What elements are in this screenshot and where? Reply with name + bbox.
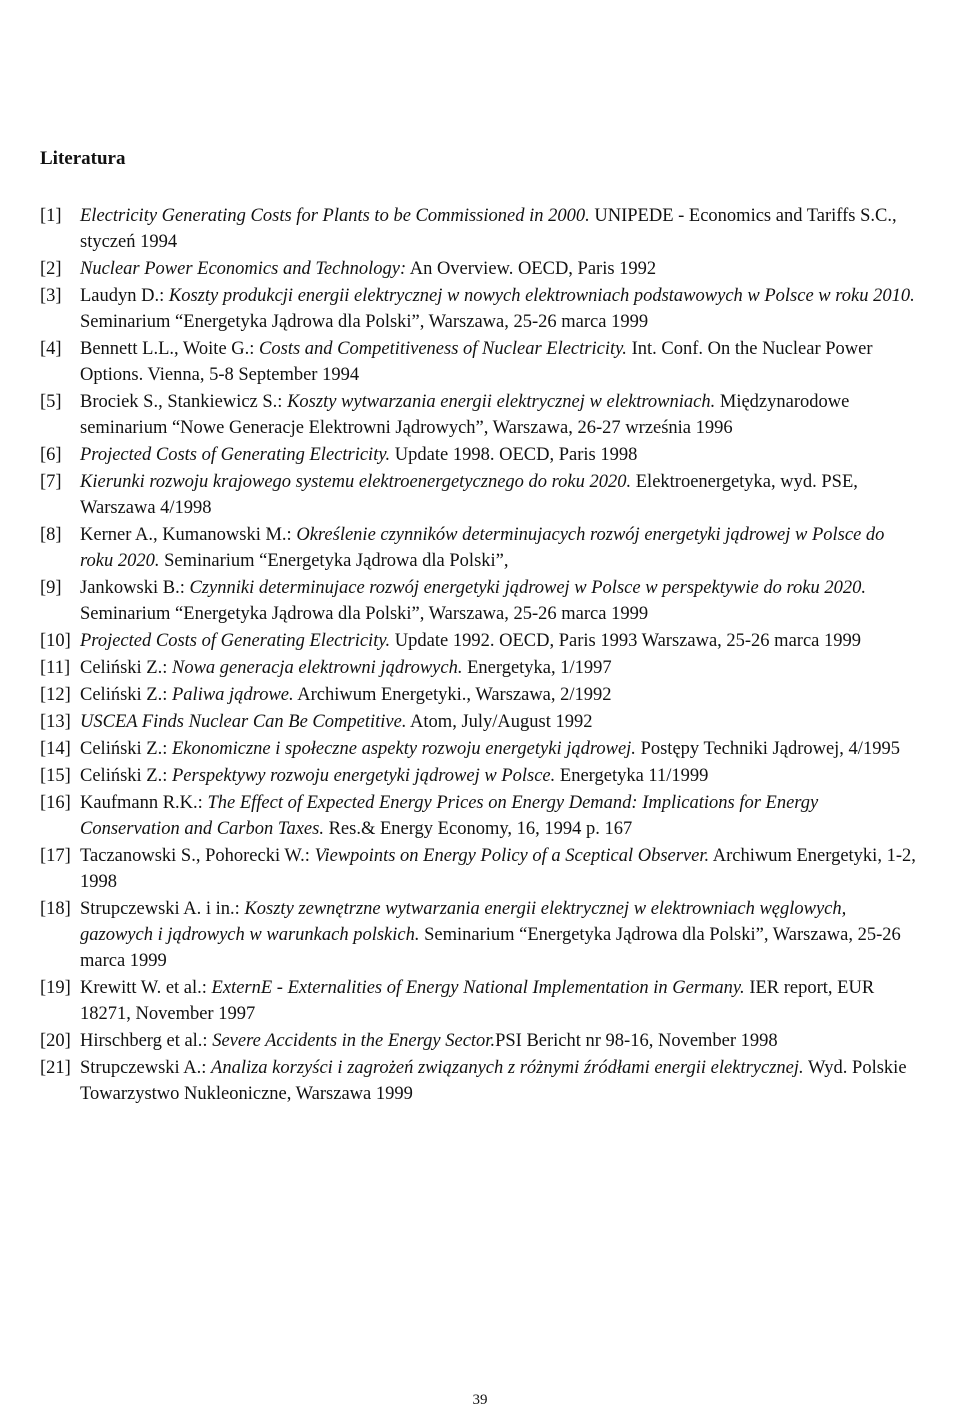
reference-item	[40, 736, 920, 762]
reference-number: [14]	[40, 739, 71, 759]
reference-title: Określenie czynników determinujacych rozwój energetyki jądrowej w Polsce do roku 2020.	[80, 525, 885, 571]
reference-item	[40, 1055, 920, 1107]
reference-item	[40, 203, 920, 255]
reference-title: Perspektywy rozwoju energetyki jądrowej w Polsce.	[172, 766, 556, 786]
reference-title: Electricity Generating Costs for Plants to be Commissioned in 2000.	[80, 206, 590, 226]
reference-title: Ekonomiczne i społeczne aspekty rozwoju energetyki jądrowej.	[172, 739, 636, 759]
reference-number: [10]	[40, 631, 71, 651]
reference-number: [3]	[40, 286, 62, 306]
reference-title: Analiza korzyści i zagrożeń związanych z różnymi źródłami energii elektrycznej.	[211, 1058, 804, 1078]
reference-details: IER report, EUR 18271, November 1997	[80, 978, 875, 1024]
reference-details: Res.& Energy Economy, 16, 1994 p. 167	[323, 819, 633, 839]
reference-number: [4]	[40, 339, 62, 359]
reference-item	[40, 655, 920, 681]
reference-details: An Overview. OECD, Paris 1992	[406, 259, 657, 279]
reference-item	[40, 389, 920, 441]
reference-list	[40, 203, 920, 1108]
reference-title: USCEA Finds Nuclear Can Be Competitive.	[80, 712, 407, 732]
reference-item	[40, 709, 920, 735]
reference-item	[40, 975, 920, 1027]
reference-authors: Brociek S., Stankiewicz S.:	[80, 392, 288, 412]
reference-authors: Celiński Z.:	[80, 658, 172, 678]
reference-details: Seminarium “Energetyka Jądrowa dla Polski”, Warszawa, 25-26 marca 1999	[80, 925, 901, 971]
reference-authors: Laudyn D.:	[80, 286, 169, 306]
reference-title: Koszty wytwarzania energii elektrycznej w elektrowniach.	[287, 392, 716, 412]
reference-details: Seminarium “Energetyka Jądrowa dla Polski”, Warszawa, 25-26 marca 1999	[80, 312, 649, 332]
reference-title: Nuclear Power Economics and Technology:	[80, 259, 407, 279]
reference-number: [16]	[40, 793, 71, 813]
section-heading: Literatura	[40, 148, 126, 169]
reference-title: Projected Costs of Generating Electricity.	[80, 445, 391, 465]
reference-details: Seminarium “Energetyka Jądrowa dla Polski”, Warszawa, 25-26 marca 1999	[80, 604, 649, 624]
reference-authors: Kaufmann R.K.:	[80, 793, 208, 813]
reference-number: [7]	[40, 472, 62, 492]
reference-number: [17]	[40, 846, 71, 866]
reference-details: Atom, July/August 1992	[406, 712, 593, 732]
reference-number: [1]	[40, 206, 62, 226]
reference-title: Viewpoints on Energy Policy of a Sceptical Observer.	[314, 846, 710, 866]
reference-number: [6]	[40, 445, 62, 465]
reference-details: Elektroenergetyka, wyd. PSE, Warszawa 4/1998	[80, 472, 858, 518]
reference-item	[40, 628, 920, 654]
reference-title: The Effect of Expected Energy Prices on Energy Demand: Implications for Energy Conservation and Carbon Taxes.	[80, 793, 819, 839]
reference-details: Update 1992. OECD, Paris 1993 Warszawa, 25-26 marca 1999	[390, 631, 861, 651]
reference-item	[40, 1028, 920, 1054]
page-number: 39	[472, 1392, 488, 1408]
reference-details: PSI Bericht nr 98-16, November 1998	[495, 1031, 778, 1051]
reference-item	[40, 469, 920, 521]
reference-number: [15]	[40, 766, 71, 786]
reference-item	[40, 575, 920, 627]
reference-number: [18]	[40, 899, 71, 919]
reference-details: Międzynarodowe seminarium “Nowe Generacje Elektrowni Jądrowych”, Warszawa, 26-27 września 1996	[80, 392, 850, 438]
reference-title: Costs and Competitiveness of Nuclear Electricity.	[259, 339, 627, 359]
reference-details: Update 1998. OECD, Paris 1998	[390, 445, 638, 465]
reference-details: UNIPEDE - Economics and Tariffs S.C., styczeń 1994	[80, 206, 897, 252]
reference-details: Int. Conf. On the Nuclear Power Options. Vienna, 5-8 September 1994	[80, 339, 873, 385]
reference-number: [11]	[40, 658, 71, 678]
reference-item	[40, 283, 920, 335]
reference-details: Archiwum Energetyki, 1-2, 1998	[80, 846, 916, 892]
reference-item	[40, 790, 920, 842]
reference-number: [2]	[40, 259, 62, 279]
reference-details: Wyd. Polskie Towarzystwo Nukleoniczne, Warszawa 1999	[80, 1058, 907, 1104]
reference-authors: Jankowski B.:	[80, 578, 190, 598]
reference-item	[40, 896, 920, 974]
reference-title: ExternE - Externalities of Energy National Implementation in Germany.	[211, 978, 745, 998]
reference-authors: Krewitt W. et al.:	[80, 978, 212, 998]
reference-item	[40, 522, 920, 574]
reference-authors: Hirschberg et al.:	[80, 1031, 213, 1051]
reference-authors: Strupczewski A. i in.:	[80, 899, 245, 919]
reference-details: Energetyka 11/1999	[555, 766, 709, 786]
reference-authors: Celiński Z.:	[80, 685, 172, 705]
reference-details: Archiwum Energetyki., Warszawa, 2/1992	[293, 685, 612, 705]
reference-item	[40, 682, 920, 708]
reference-item	[40, 442, 920, 468]
reference-item	[40, 843, 920, 895]
reference-authors: Bennett L.L., Woite G.:	[80, 339, 260, 359]
reference-number: [8]	[40, 525, 62, 545]
reference-number: [19]	[40, 978, 71, 998]
reference-number: [9]	[40, 578, 62, 598]
reference-title: Nowa generacja elektrowni jądrowych.	[172, 658, 463, 678]
reference-number: [13]	[40, 712, 71, 732]
reference-title: Kierunki rozwoju krajowego systemu elektroenergetycznego do roku 2020.	[80, 472, 632, 492]
reference-title: Koszty produkcji energii elektrycznej w nowych elektrowniach podstawowych w Polsce w roku 2010.	[168, 286, 915, 306]
reference-item	[40, 763, 920, 789]
reference-title: Paliwa jądrowe.	[172, 685, 294, 705]
reference-authors: Celiński Z.:	[80, 739, 172, 759]
reference-details: Postępy Techniki Jądrowej, 4/1995	[635, 739, 900, 759]
reference-title: Projected Costs of Generating Electricity.	[80, 631, 391, 651]
reference-details: Energetyka, 1/1997	[462, 658, 612, 678]
reference-authors: Celiński Z.:	[80, 766, 172, 786]
reference-title: Koszty zewnętrzne wytwarzania energii elektrycznej w elektrowniach węglowych, gazowych i jądrowych w warunkach polskich.	[80, 899, 847, 945]
reference-title: Severe Accidents in the Energy Sector.	[212, 1031, 496, 1051]
reference-authors: Taczanowski S., Pohorecki W.:	[80, 846, 315, 866]
reference-number: [5]	[40, 392, 62, 412]
reference-number: [21]	[40, 1058, 71, 1078]
reference-title: Czynniki determinujace rozwój energetyki jądrowej w Polsce w perspektywie do roku 2020.	[189, 578, 866, 598]
reference-item	[40, 336, 920, 388]
reference-authors: Strupczewski A.:	[80, 1058, 212, 1078]
reference-item	[40, 256, 920, 282]
reference-number: [12]	[40, 685, 71, 705]
reference-number: [20]	[40, 1031, 71, 1051]
reference-authors: Kerner A., Kumanowski M.:	[80, 525, 297, 545]
reference-details: Seminarium “Energetyka Jądrowa dla Polski”,	[159, 551, 509, 571]
